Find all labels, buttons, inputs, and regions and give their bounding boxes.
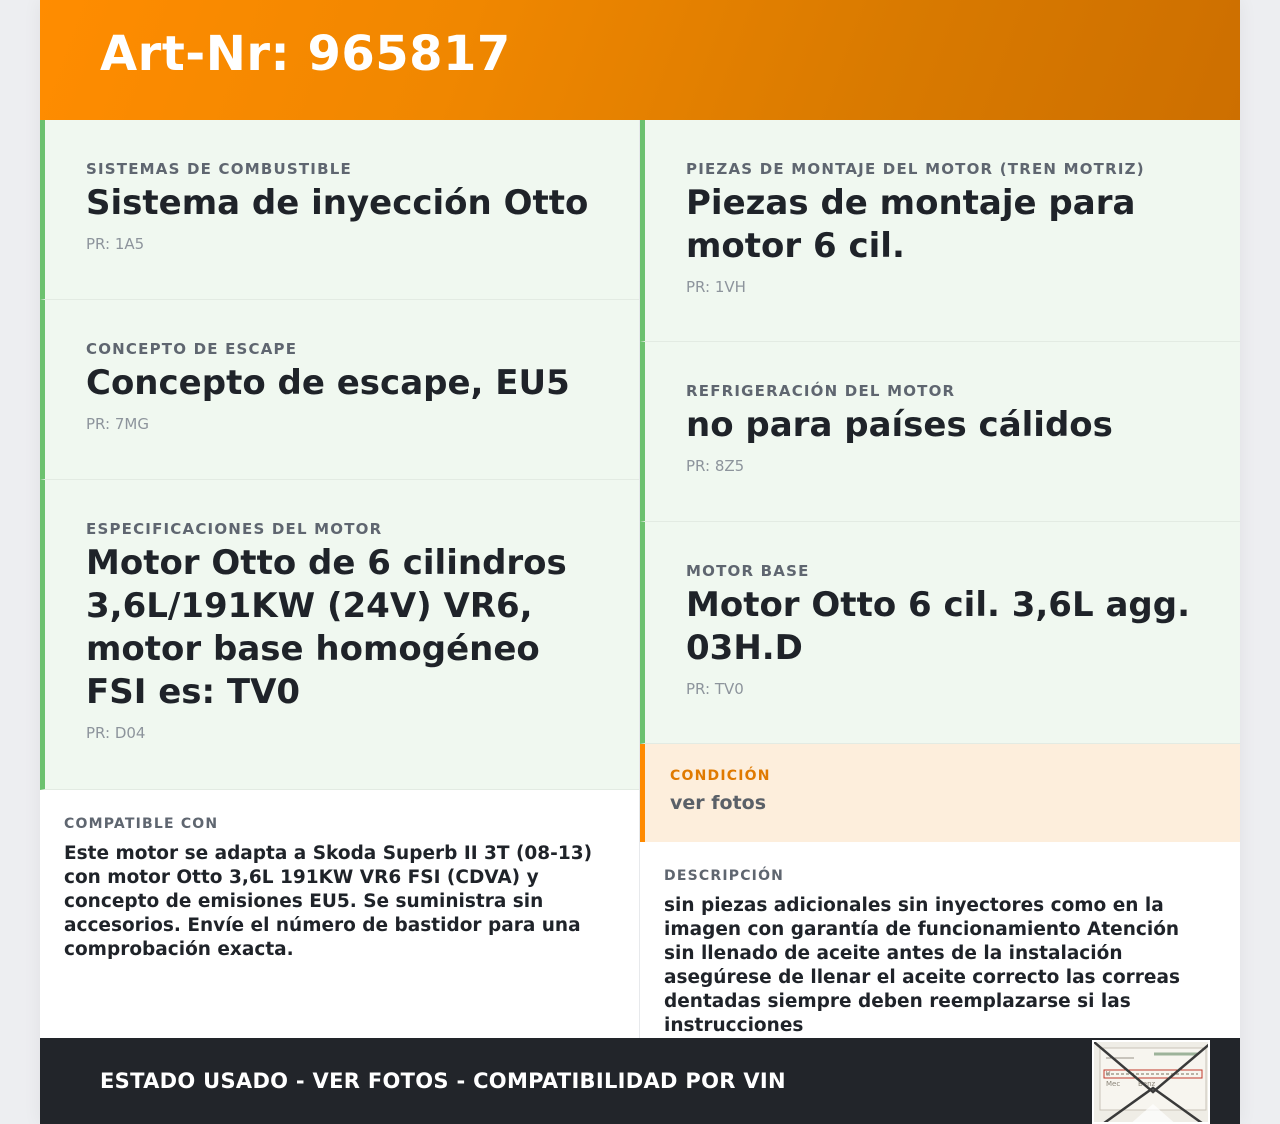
spec-value: Piezas de montaje para motor 6 cil.	[686, 183, 1136, 266]
spec-card-exhaust	[40, 300, 639, 480]
spec-value: Concepto de escape, EU5	[86, 363, 570, 403]
condition-value: ver fotos	[670, 792, 767, 815]
compatible-text: Este motor se adapta a Skoda Superb II 3T (08-13) con motor Otto 3,6L 191KW VR6 FSI (CDVA) y concepto de emisiones EU5. Se suministra sin accesorios. Envíe el número de bastidor para una comprobación exacta.	[64, 843, 593, 960]
spec-card-engine-cooling	[640, 342, 1240, 522]
left-column	[40, 120, 640, 1038]
condition-box	[640, 744, 1240, 842]
pr-code: PR: D04	[86, 724, 146, 742]
condition-label: CONDICIÓN	[670, 768, 771, 785]
pr-code: PR: 1VH	[686, 278, 746, 296]
right-column	[640, 120, 1240, 1038]
spec-value: Sistema de inyección Otto	[86, 183, 589, 223]
thumb-fragment: W	[1106, 1070, 1111, 1078]
spec-category: REFRIGERACIÓN DEL MOTOR	[686, 382, 956, 401]
description-section	[640, 842, 1240, 1038]
spec-category: PIEZAS DE MONTAJE DEL MOTOR (TREN MOTRIZ)	[686, 160, 1145, 178]
spec-category: SISTEMAS DE COMBUSTIBLE	[86, 160, 352, 178]
spec-grid	[40, 120, 1240, 1038]
spec-value: Motor Otto 6 cil. 3,6L agg. 03H.D	[686, 585, 1190, 669]
spec-value: Motor Otto de 6 cilindros 3,6L/191KW (24V) VR6, motor base homogéneo FSI es: TV0	[86, 543, 567, 712]
spec-card-engine-mounting	[640, 120, 1240, 342]
spec-category: MOTOR BASE	[686, 562, 810, 581]
thumb-fragment: Benz	[1138, 1080, 1156, 1088]
document-photo-thumbnail[interactable]	[1092, 1040, 1210, 1124]
thumb-fragment: Mec	[1106, 1080, 1121, 1088]
spec-card-fuel-system	[40, 120, 639, 300]
footer-text: ESTADO USADO - VER FOTOS - COMPATIBILIDAD POR VIN	[100, 1069, 786, 1093]
pr-code: PR: TV0	[686, 680, 744, 699]
spec-category: CONCEPTO DE ESCAPE	[86, 340, 298, 358]
spec-category: ESPECIFICACIONES DEL MOTOR	[86, 520, 383, 538]
description-label: DESCRIPCIÓN	[664, 868, 785, 884]
header-bar	[40, 0, 1240, 120]
pr-code: PR: 1A5	[86, 235, 145, 253]
footer-bar	[40, 1038, 1240, 1124]
compatible-section	[40, 790, 639, 962]
page-title: Art-Nr: 965817	[100, 26, 511, 82]
spec-value: no para países cálidos	[686, 405, 1113, 446]
compatible-label: COMPATIBLE CON	[64, 816, 219, 832]
document-photo-icon	[1094, 1042, 1210, 1124]
spec-card-engine-specs	[40, 480, 639, 790]
pr-code: PR: 7MG	[86, 415, 149, 433]
spec-sheet	[40, 0, 1240, 1124]
pr-code: PR: 8Z5	[686, 457, 745, 476]
spec-card-base-engine	[640, 522, 1240, 744]
description-text: sin piezas adicionales sin inyectores como en la imagen con garantía de funcionamiento Atención sin llenado de aceite antes de la instalación asegúrese de llenar el aceite correcto las correas dentadas siempre deben reemplazarse si las instrucciones	[664, 895, 1180, 1036]
